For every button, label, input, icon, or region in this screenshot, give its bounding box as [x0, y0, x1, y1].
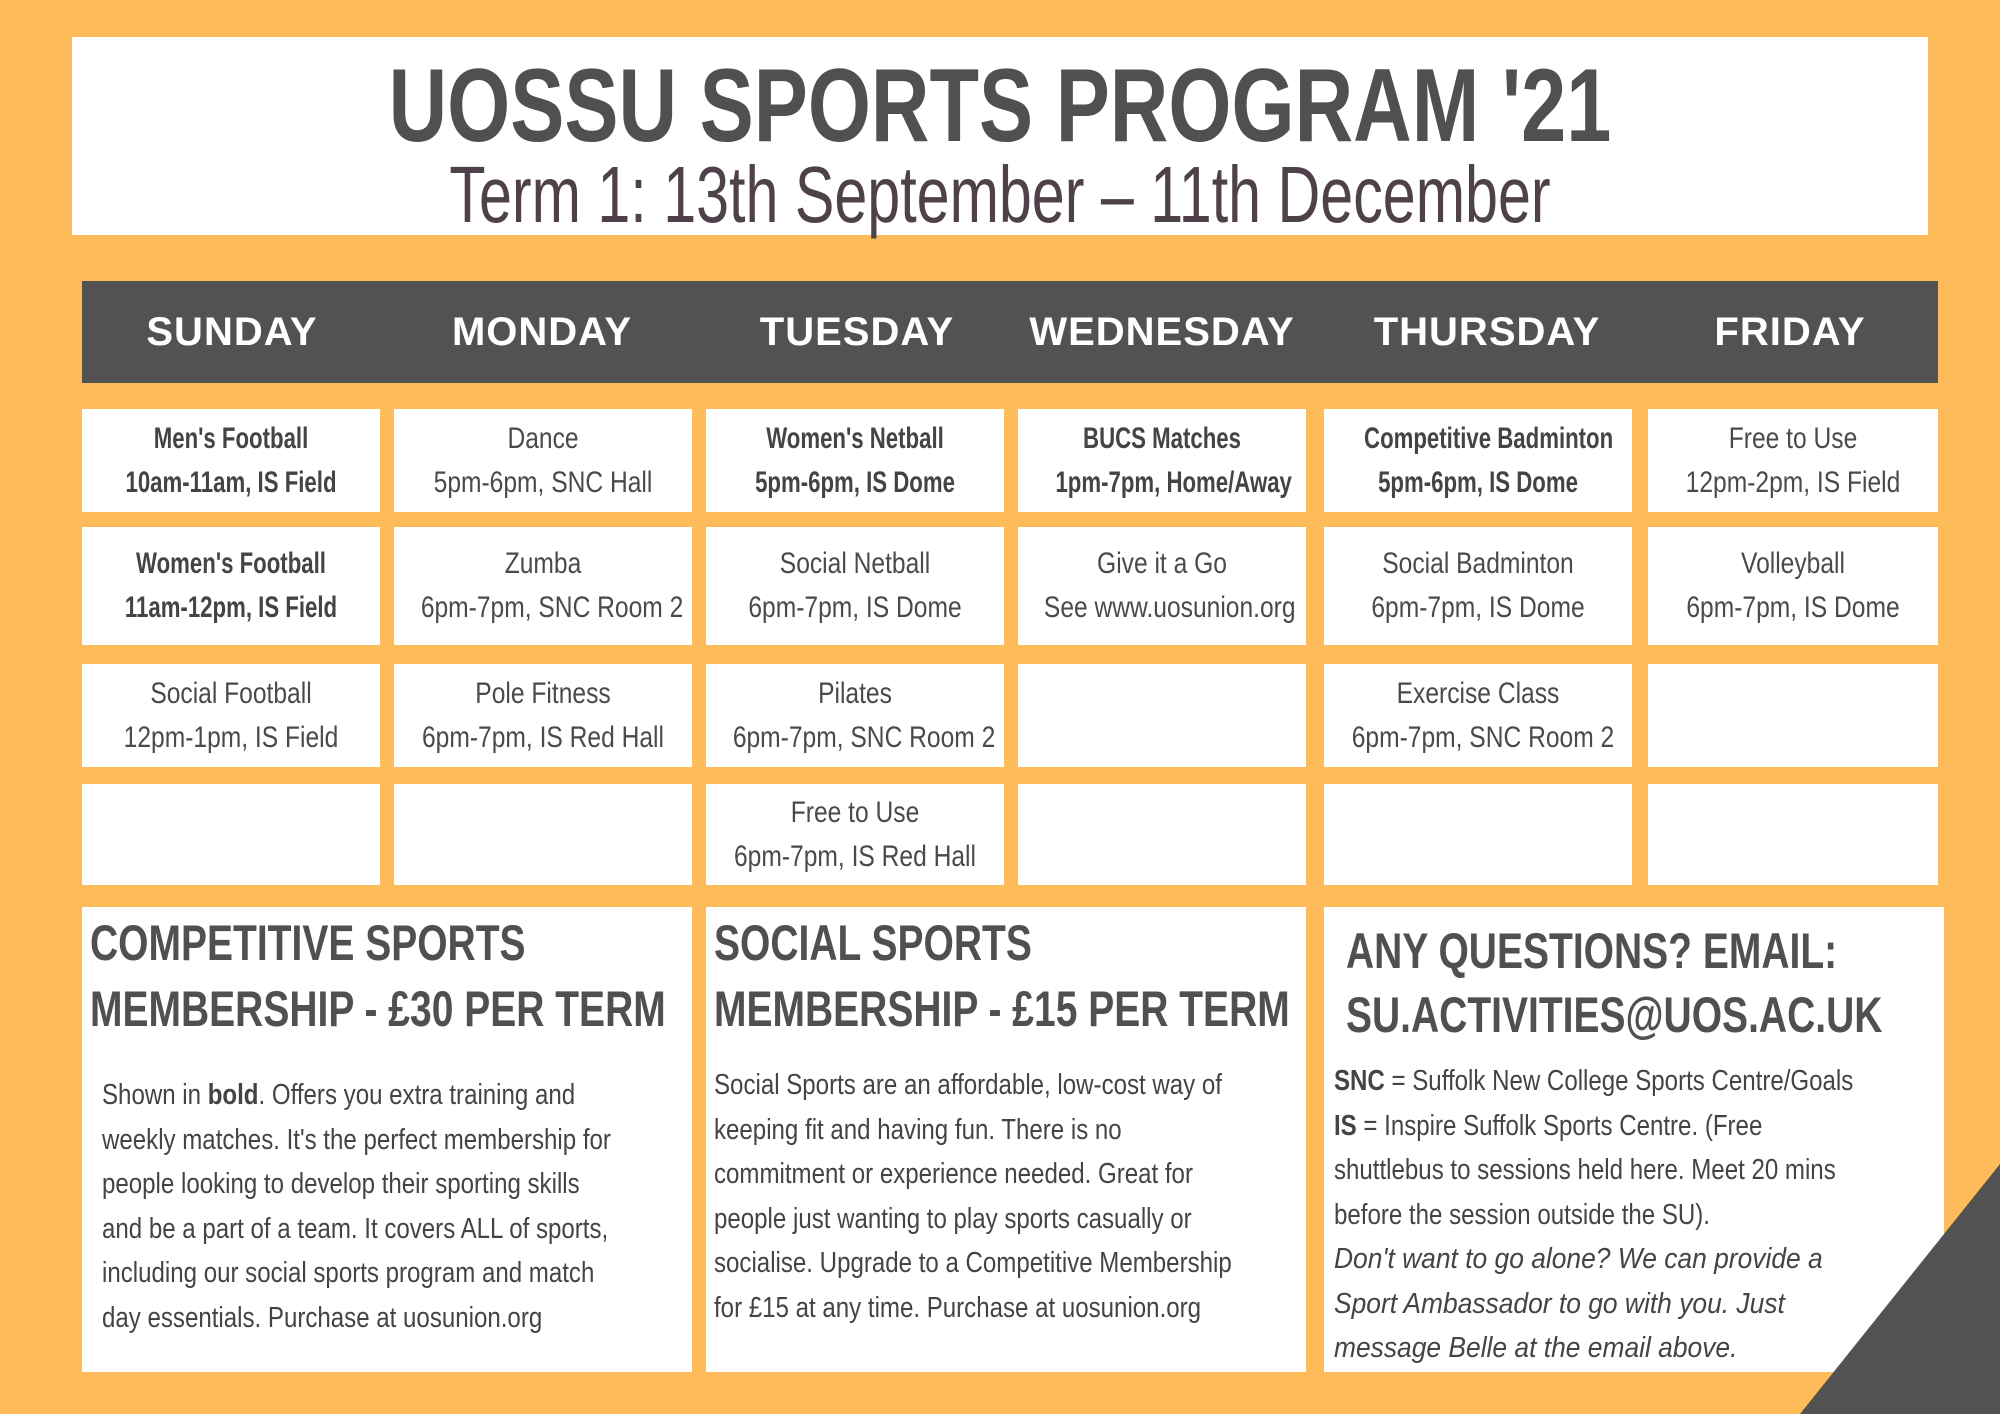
desc-text: . Offers you extra training and: [258, 1079, 576, 1111]
session-time: 12pm-1pm, IS Field: [123, 720, 339, 754]
session-cell: [1018, 409, 1306, 512]
session-cell: [1648, 527, 1938, 645]
empty-cell: [1648, 664, 1938, 767]
empty-cell: [1324, 784, 1632, 885]
social-membership-panel: [706, 907, 1306, 1372]
desc-line: commitment or experience needed. Great for: [714, 1158, 1193, 1190]
session-time: See www.uosunion.org: [1043, 591, 1296, 624]
session-name: Women's Netball: [766, 421, 944, 455]
note-line: message Belle at the email above.: [1334, 1332, 1738, 1364]
session-cell: [394, 664, 692, 767]
session-cell: [82, 664, 380, 767]
session-name: Zumba: [504, 547, 582, 580]
day-monday: MONDAY: [451, 310, 633, 354]
session-time: 1pm-7pm, Home/Away: [1055, 465, 1292, 499]
session-name: Free to Use: [1728, 421, 1858, 455]
desc-line: keeping fit and having fun. There is no: [714, 1113, 1122, 1146]
session-time: 6pm-7pm, SNC Room 2: [732, 720, 996, 754]
day-tuesday: TUESDAY: [759, 310, 955, 354]
desc-line: socialise. Upgrade to a Competitive Membership: [714, 1247, 1232, 1279]
session-cell: [1324, 664, 1632, 767]
session-name: Women's Football: [136, 547, 326, 580]
day-header-bar: [82, 281, 1938, 383]
session-cell: [1324, 409, 1632, 512]
note-line: Sport Ambassador to go with you. Just: [1334, 1287, 1785, 1320]
legend-line: shuttlebus to sessions held here. Meet 20 mins: [1334, 1154, 1836, 1186]
session-name: Dance: [507, 421, 579, 455]
session-time: 11am-12pm, IS Field: [124, 591, 338, 624]
social-description: [714, 1063, 1232, 1330]
session-name: BUCS Matches: [1083, 421, 1241, 455]
session-name: Pole Fitness: [475, 676, 611, 710]
legend-line: [1334, 1059, 1853, 1104]
session-name: Pilates: [818, 676, 892, 710]
day-wednesday: WEDNESDAY: [1029, 310, 1295, 354]
empty-cell: [1018, 664, 1306, 767]
session-time: 6pm-7pm, SNC Room 2: [1351, 720, 1615, 754]
competitive-membership-panel: [82, 907, 692, 1372]
session-name: Exercise Class: [1396, 676, 1560, 710]
session-time: 6pm-7pm, IS Dome: [1371, 591, 1585, 624]
social-heading-line-1: SOCIAL SPORTS: [714, 915, 1032, 971]
legend-text: [1334, 1059, 1853, 1237]
session-cell: [394, 409, 692, 512]
page-title: UOSSU SPORTS PROGRAM '21: [388, 48, 1612, 164]
session-cell: [706, 527, 1004, 645]
day-friday: FRIDAY: [1714, 310, 1866, 354]
session-cell: [82, 527, 380, 645]
desc-text: Shown in: [102, 1079, 208, 1111]
session-time: 5pm-6pm, IS Dome: [1378, 465, 1578, 499]
header-box: [72, 37, 1928, 239]
session-time: 12pm-2pm, IS Field: [1685, 465, 1901, 499]
session-cell: [82, 409, 380, 512]
is-definition: = Inspire Suffolk Sports Centre. (Free: [1356, 1109, 1763, 1142]
snc-definition: = Suffolk New College Sports Centre/Goals: [1384, 1065, 1854, 1097]
page-subtitle: Term 1: 13th September – 11th December: [449, 150, 1551, 239]
competitive-heading-line-1: COMPETITIVE SPORTS: [90, 915, 526, 971]
session-cell: [394, 527, 692, 645]
competitive-heading-line-2: MEMBERSHIP - £30 PER TERM: [90, 981, 666, 1037]
desc-line: for £15 at any time. Purchase at uosunion.org: [714, 1291, 1202, 1324]
empty-cell: [1018, 784, 1306, 885]
session-name: Competitive Badminton: [1364, 421, 1614, 455]
desc-line: including our social sports program and match: [102, 1257, 595, 1289]
session-cell: [706, 664, 1004, 767]
session-time: 6pm-7pm, IS Dome: [748, 591, 962, 624]
social-heading-line-2: MEMBERSHIP - £15 PER TERM: [714, 981, 1290, 1037]
session-cell: [1018, 527, 1306, 645]
session-time: 5pm-6pm, IS Dome: [755, 465, 955, 499]
session-time: 10am-11am, IS Field: [125, 465, 337, 499]
is-abbr: IS: [1334, 1109, 1357, 1142]
desc-bold-text: bold: [207, 1079, 259, 1111]
desc-line: weekly matches. It's the perfect membership for: [102, 1123, 611, 1156]
desc-line: people looking to develop their sporting skills: [102, 1168, 580, 1200]
session-name: Social Football: [150, 676, 312, 710]
session-cell: [1324, 527, 1632, 645]
day-thursday: THURSDAY: [1373, 310, 1601, 354]
session-time: 6pm-7pm, IS Red Hall: [421, 720, 664, 754]
session-time: 6pm-7pm, IS Dome: [1686, 591, 1900, 624]
session-time: 6pm-7pm, SNC Room 2: [420, 591, 684, 624]
corner-decoration: [1800, 1164, 2000, 1414]
note-line: Don't want to go alone? We can provide a: [1334, 1243, 1823, 1275]
session-cell: [1648, 409, 1938, 512]
desc-line: Social Sports are an affordable, low-cost way of: [714, 1069, 1222, 1101]
desc-line: people just wanting to play sports casually or: [714, 1202, 1192, 1235]
session-name: Free to Use: [790, 795, 920, 829]
session-name: Social Badminton: [1382, 547, 1574, 580]
session-name: Give it a Go: [1097, 547, 1227, 580]
competitive-description: [102, 1073, 611, 1340]
session-time: 6pm-7pm, IS Red Hall: [733, 839, 976, 873]
desc-line: [102, 1073, 611, 1118]
day-sunday: SUNDAY: [146, 310, 318, 354]
contact-email[interactable]: SU.ACTIVITIES@UOS.AC.UK: [1346, 987, 1883, 1043]
session-time: 5pm-6pm, SNC Hall: [433, 465, 653, 499]
session-name: Men's Football: [153, 421, 309, 455]
questions-heading: ANY QUESTIONS? EMAIL:: [1346, 923, 1838, 979]
session-cell: [706, 409, 1004, 512]
snc-abbr: SNC: [1334, 1065, 1385, 1097]
session-name: Social Netball: [779, 547, 931, 580]
ambassador-note: [1334, 1237, 1823, 1371]
empty-cell: [82, 784, 380, 885]
legend-line: before the session outside the SU).: [1334, 1198, 1710, 1231]
empty-cell: [1648, 784, 1938, 885]
session-name: Volleyball: [1741, 547, 1845, 580]
session-cell: [706, 784, 1004, 885]
empty-cell: [394, 784, 692, 885]
desc-line: and be a part of a team. It covers ALL of sports,: [102, 1212, 609, 1245]
legend-line: [1334, 1104, 1853, 1149]
desc-line: day essentials. Purchase at uosunion.org: [102, 1301, 543, 1334]
